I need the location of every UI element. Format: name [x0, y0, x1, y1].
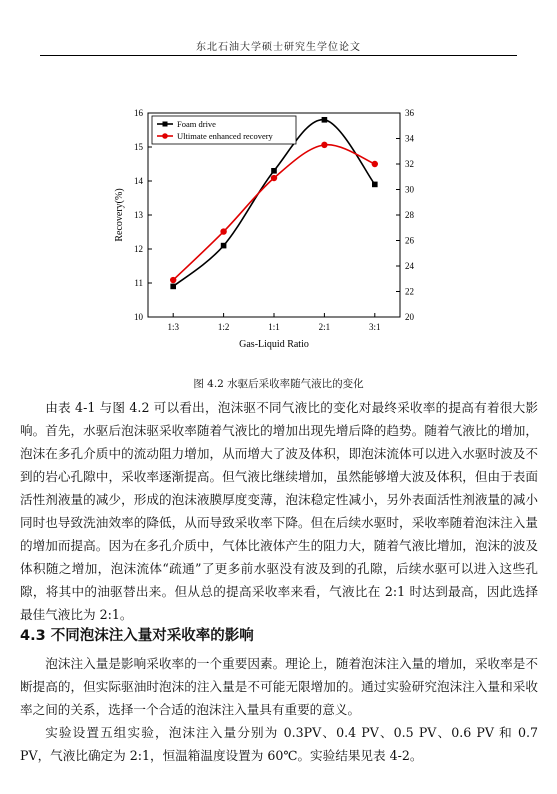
y-tick-label: 15	[134, 142, 143, 152]
series-1-point	[221, 243, 227, 249]
series-line-2	[173, 145, 375, 280]
series-1-point	[271, 168, 277, 174]
x-tick-label: 3:1	[369, 322, 381, 332]
paragraph-text: 由表 4-1 与图 4.2 可以看出，泡沫驱不同气液比的变化对最终采收率的提高有着很大影响。首先，水驱后泡沫驱采收率随着气液比的增加出现先增后降的趋势。随着气液比的增加，泡沫在多孔介质中的流动阻力增加，从而增大了波及体积，即泡沫流体可以进入水驱时波及不到的岩心孔隙中，采收率逐渐提高。但气液比继续增加，虽然能够增大波及体积，但由于表面活性剂液量的减少，形成的泡沫液膜厚度变薄，泡沫稳定性减小，另外表面活性剂液量的减小同时也导致洗油效率的降低，从而导致采收率下降。但在后续水驱时，采收率随着泡沫注入量的增加而提高。因为在多孔介质中，气体比液体产生的阻力大，随着气液比增加，泡沫的波及体积随之增加，泡沫流体“疏通”了更多前水驱没有波及到的孔隙，后续水驱可以进入这些孔隙，将其中的油驱替出来。但从总的提高采收率来看，气液比在 2:1 时达到最高，因此选择最佳气液比为 2:1。	[20, 400, 538, 622]
series-1-point	[322, 117, 328, 123]
y2-tick-label: 32	[405, 159, 414, 169]
legend-marker-1	[163, 122, 168, 127]
legend-marker-2	[162, 133, 168, 139]
y2-tick-label: 36	[405, 108, 414, 118]
x-tick-label: 1:3	[167, 322, 179, 332]
y-axis-label: Recovery(%)	[114, 188, 125, 242]
y2-tick-label: 34	[405, 133, 414, 144]
series-1-point	[372, 182, 378, 188]
series-2-point	[372, 161, 378, 167]
series-2-point	[170, 277, 176, 283]
y2-tick-label: 24	[405, 261, 414, 271]
series-1-point	[170, 284, 176, 290]
figure-caption: 图 4.2 水驱后采收率随气液比的变化	[193, 378, 364, 390]
page-header: 东北石油大学硕士研究生学位论文	[196, 42, 361, 53]
y2-tick-label: 20	[405, 312, 414, 322]
series-2-point	[220, 228, 226, 234]
x-tick-label: 2:1	[318, 322, 331, 332]
x-tick-label: 1:2	[217, 322, 230, 332]
y-tick-label: 13	[134, 210, 143, 220]
header-divider	[40, 55, 517, 56]
x-axis-label: Gas-Liquid Ratio	[239, 339, 309, 350]
y2-tick-label: 22	[405, 286, 414, 297]
body-paragraphs-2-3	[20, 652, 538, 767]
body-paragraph-2: 泡沫注入量是影响采收率的一个重要因素。理论上，随着泡沫注入量的增加，采收率是不断提高的，但实际驱油时泡沫的注入量是不可能无限增加的。通过实验研究泡沫注入量和采收率之间的关系，选择一个合适的泡沫注入量具有重要的意义。	[20, 656, 538, 717]
series-2-point	[271, 175, 277, 181]
y-tick-label: 14	[134, 176, 143, 186]
series-line-1	[173, 120, 375, 287]
y2-tick-label: 28	[405, 210, 414, 220]
y2-tick-label: 30	[405, 184, 414, 195]
x-tick-label: 1:1	[268, 322, 280, 332]
legend-label-1: Foam drive	[177, 119, 216, 129]
y-tick-label: 12	[134, 244, 143, 254]
y2-tick-label: 26	[405, 235, 414, 246]
y-tick-label: 16	[134, 108, 143, 118]
series-2-point	[321, 142, 327, 148]
body-paragraph-3: 实验设置五组实验，泡沫注入量分别为 0.3PV、0.4 PV、0.5 PV、0.6 PV 和 0.7 PV，气液比确定为 2:1，恒温箱温度设置为 60℃。实验结果见表 4-2。	[20, 725, 538, 763]
gas-liquid-ratio-chart	[100, 100, 460, 360]
section-heading: 4.3 不同泡沫注入量对采收率的影响	[20, 628, 254, 644]
legend-label-2: Ultimate enhanced recovery	[177, 131, 273, 141]
body-paragraph-1	[20, 396, 538, 626]
y-tick-label: 11	[134, 278, 143, 288]
y-tick-label: 10	[134, 312, 143, 322]
